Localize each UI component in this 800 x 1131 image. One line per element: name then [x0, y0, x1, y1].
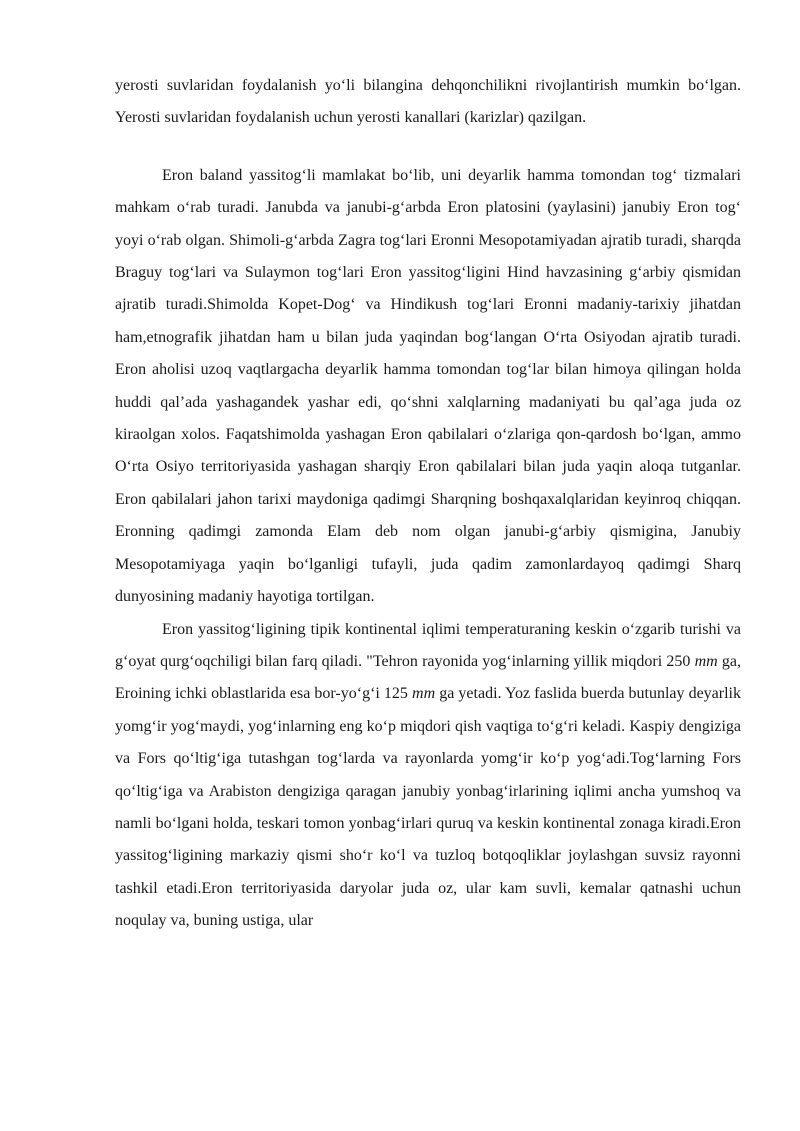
unit-mm-2: mm — [412, 685, 436, 703]
paragraph-1: yerosti suvlaridan foydalanish yo‘li bilangina dehqonchilikni rivojlantirish mumkin bo‘lgan. Yerosti suvlaridan foydalanish uchun yerosti kanallari (karizlar) qazilgan. — [115, 77, 741, 127]
document-page — [115, 70, 741, 938]
unit-mm-1: mm — [694, 652, 718, 670]
paragraph-3 — [115, 614, 741, 938]
paragraph-2: Eron baland yassitog‘li mamlakat bo‘lib, uni deyarlik hamma tomondan tog‘ tizmalari mahkam o‘rab turadi. Janubda va janubi-g‘arbda Eron platosini (yaylasini) janubiy Eron tog‘ yoyi o‘rab olgan. Shimoli-g‘arbda Zagra tog‘lari Eronni Mesopotamiyadan ajratib turadi, sharqda Braguy tog‘lari va Sulaymon tog‘lari Eron yassitog‘ligini Hind havzasining g‘arbiy qismidan ajratib turadi.Shimolda Kopet-Dog‘ va Hindikush tog‘lari Eronni madaniy-tarixiy jihatdan ham,etnografik jihatdan ham u bilan juda yaqindan bog‘langan O‘rta Osiyodan ajratib turadi. Eron aholisi uzoq vaqtlargacha deyarlik hamma tomondan tog‘lar bilan himoya qilingan holda huddi qal’ada yashagandek yashar edi, qo‘shni xalqlarning madaniyati bu qal’aga juda oz kiraolgan xolos. Faqatshimolda yashagan Eron qabilalari o‘zlariga qon-qardosh bo‘lgan, ammo O‘rta Osiyo territoriyasida yashagan sharqiy Eron qabilalari bilan juda yaqin aloqa tutganlar. Eron qabilalari jahon tarixi maydoniga qadimgi Sharqning boshqaxalqlaridan keyinroq chiqqan. Eronning qadimgi zamonda Elam deb nom olgan janubi-g‘arbiy qismigina, Janubiy Mesopotamiyaga yaqin bo‘lganligi tufayli, juda qadim zamonlardayoq qadimgi Sharq dunyosining madaniy hayotiga tortilgan. — [115, 166, 741, 606]
paragraph-3-text-b: ga, Eroining ichki oblastlarida esa bor-yo‘g‘i 125 — [115, 652, 741, 703]
paragraph-spacer — [115, 135, 741, 160]
paragraph-3-text-a: Eron yassitog‘ligining tipik kontinental iqlimi temperaturaning keskin o‘zgarib turishi va g‘oyat qurg‘oqchiligi bilan farq qiladi. "Tehron rayonida yog‘inlarning yillik miqdori 250 — [115, 620, 741, 670]
paragraph-3-text-c: ga yetadi. Yoz faslida buerda butunlay deyarlik yomg‘ir yog‘maydi, yog‘inlarning eng ko‘p miqdori qish vaqtiga to‘g‘ri keladi. Kaspiy dengiziga va Fors qo‘ltig‘iga tutashgan tog‘larda va rayonlarda yomg‘ir ko‘p yog‘adi.Tog‘larning Fors qo‘ltig‘iga va Arabiston dengiziga qaragan janubiy yonbag‘irlarining iqlimi ancha yumshoq va namli bo‘lgani holda, teskari tomon yonbag‘irlari quruq va keskin kontinental zonaga kiradi.Eron yassitog‘ligining markaziy qismi sho‘r ko‘l va tuzloq botqoqliklar joylashgan suvsiz rayonni tashkil etadi.Eron territoriyasida daryolar juda oz, ular kam suvli, kemalar qatnashi uchun noqulay va, buning ustiga, ular — [115, 685, 742, 930]
